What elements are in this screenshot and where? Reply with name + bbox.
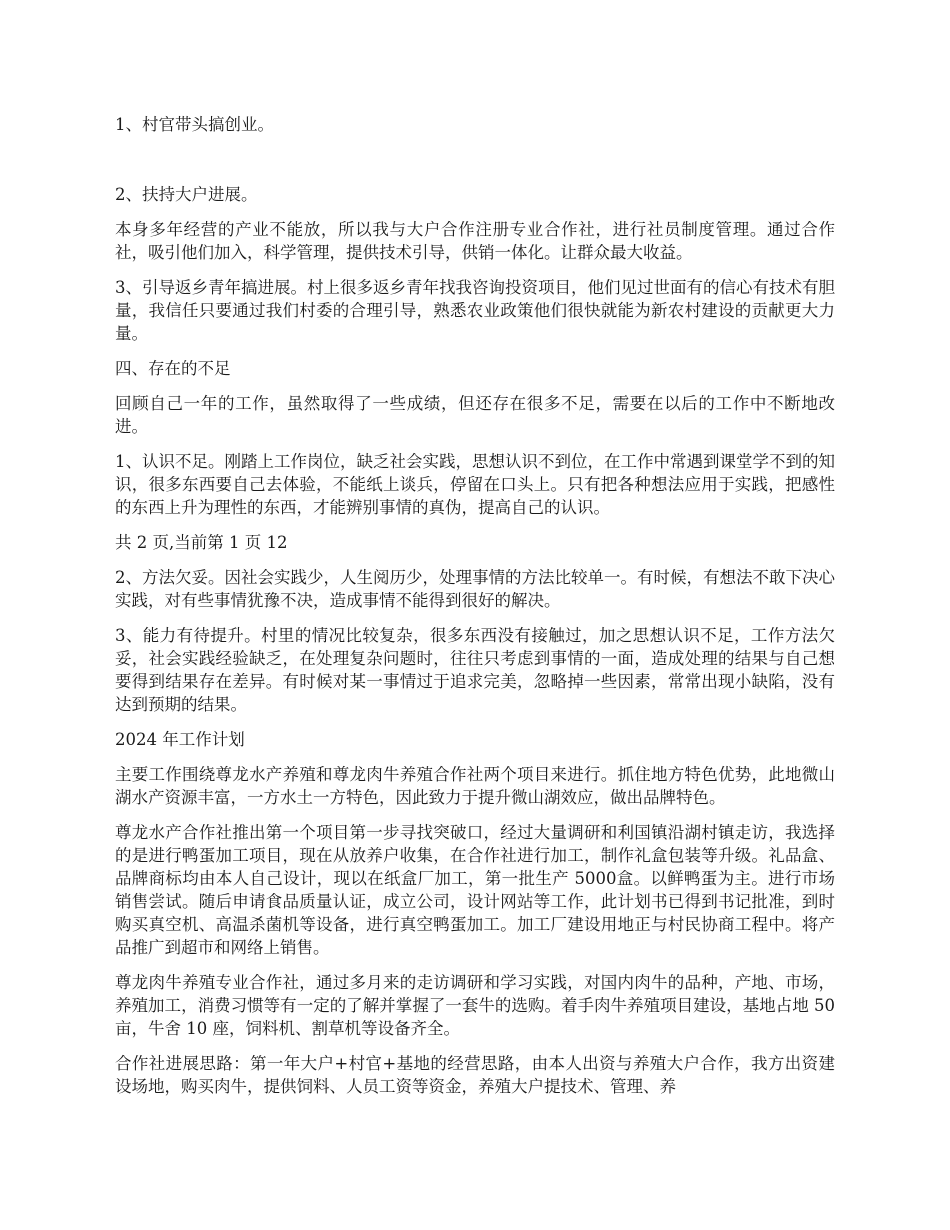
section-heading-work-plan: 2024 年工作计划 xyxy=(115,730,245,749)
paragraph-7: 1、认识不足。刚踏上工作岗位，缺乏社会实践，思想认识不到位，在工作中常遇到课堂学不到的知识，很多东西要自己去体验，不能纸上谈兵，停留在口头上。只有把各种想法应用于实践，把感性的东西上升为理性的东西，才能辨别事情的真伪，提高自己的认识。 xyxy=(115,452,835,517)
section-heading-shortcomings: 四、存在的不足 xyxy=(115,359,231,378)
paragraph-14: 尊龙肉牛养殖专业合作社，通过多月来的走访调研和学习实践，对国内肉牛的品种，产地、市场，养殖加工，消费习惯等有一定的了解并掌握了一套牛的选购。着手肉牛养殖项目建设，基地占地 50 亩，牛舍 10 座，饲料机、割草机等设备齐全。 xyxy=(115,973,835,1038)
paragraph-6: 回顾自己一年的工作，虽然取得了一些成绩，但还存在很多不足，需要在以后的工作中不断地改进。 xyxy=(115,394,835,436)
page-indicator: 共 2 页,当前第 1 页 12 xyxy=(115,533,288,552)
paragraph-9: 2、方法欠妥。因社会实践少，人生阅历少，处理事情的方法比较单一。有时候，有想法不敢下决心实践，对有些事情犹豫不决，造成事情不能得到很好的解决。 xyxy=(115,568,835,610)
paragraph-12: 主要工作围绕尊龙水产养殖和尊龙肉牛养殖合作社两个项目来进行。抓住地方特色优势，此地微山湖水产资源丰富，一方水土一方特色，因此致力于提升微山湖效应，做出品牌特色。 xyxy=(115,765,835,807)
paragraph-2: 2、扶持大户进展。 xyxy=(115,185,258,204)
paragraph-15: 合作社进展思路：第一年大户+村官+基地的经营思路，由本人出资与养殖大户合作，我方出资建设场地，购买肉牛，提供饲料、人员工资等资金，养殖大户提技术、管理、养 xyxy=(115,1054,835,1096)
paragraph-3: 本身多年经营的产业不能放，所以我与大户合作注册专业合作社，进行社员制度管理。通过合作社，吸引他们加入，科学管理，提供技术引导，供销一体化。让群众最大收益。 xyxy=(115,220,835,262)
paragraph-10: 3、能力有待提升。村里的情况比较复杂，很多东西没有接触过，加之思想认识不足，工作方法欠妥，社会实践经验缺乏，在处理复杂问题时，往往只考虑到事情的一面，造成处理的结果与自己想要得到结果存在差异。有时候对某一事情过于追求完美，忽略掉一些因素，常常出现小缺陷，没有达到预期的结果。 xyxy=(115,626,835,714)
paragraph-13: 尊龙水产合作社推出第一个项目第一步寻找突破口，经过大量调研和利国镇沿湖村镇走访，我选择的是进行鸭蛋加工项目，现在从放养户收集，在合作社进行加工，制作礼盒包装等升级。礼品盒、品牌商标均由本人自己设计，现以在纸盒厂加工，第一批生产 5000盒。以鲜鸭蛋为主。进行市场销售尝试。随后申请食品质量认证，成立公司，设计网站等工作，此计划书已得到书记批准，到时购买真空机、高温杀菌机等设备，进行真空鸭蛋加工。加工厂建设用地正与村民协商工程中。将产品推广到超市和网络上销售。 xyxy=(115,823,835,957)
paragraph-4: 3、引导返乡青年搞进展。村上很多返乡青年找我咨询投资项目，他们见过世面有的信心有技术有胆量，我信任只要通过我们村委的合理引导，熟悉农业政策他们很快就能为新农村建设的贡献更大力量。 xyxy=(115,278,835,343)
document-body xyxy=(115,113,835,1110)
paragraph-1: 1、村官带头搞创业。 xyxy=(115,115,274,134)
